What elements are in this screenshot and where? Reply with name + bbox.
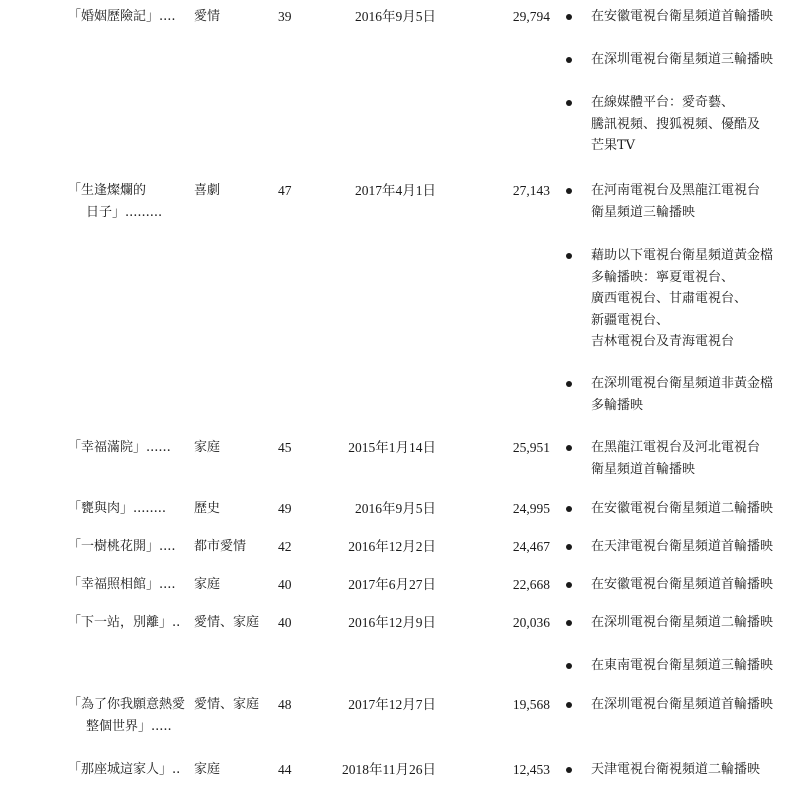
bullet-icon [566, 57, 572, 63]
broadcast-note: 在安徽電視台衛星頻道首輪播映 [591, 577, 774, 592]
broadcast-note: 騰訊視頻、搜狐視頻、優酷及 [591, 116, 761, 132]
broadcast-note: 在東南電視台衛星頻道三輪播映 [591, 658, 774, 673]
broadcast-note: 新疆電視台、 [591, 312, 670, 328]
drama-title: 日子」......... [86, 204, 163, 220]
broadcast-note: 在深圳電視台衛星頻道首輪播映 [591, 697, 774, 712]
broadcast-note: 在天津電視台衛星頻道首輪播映 [591, 539, 774, 554]
bullet-icon [566, 188, 572, 194]
genre-cell: 家庭 [194, 762, 221, 777]
premiere-date-cell: 2016年9月5日 [355, 9, 436, 24]
bullet-icon [566, 100, 572, 106]
episodes-cell: 39 [278, 9, 292, 24]
genre-cell: 愛情、家庭 [194, 697, 260, 712]
premiere-date-cell: 2017年12月7日 [348, 697, 436, 712]
bullet-icon [566, 767, 572, 773]
broadcast-note: 藉助以下電視台衛星頻道黃金檔 [591, 248, 774, 263]
broadcast-note: 在河南電視台及黑龍江電視台 [591, 183, 761, 198]
rating-cell: 19,568 [512, 697, 550, 712]
bullet-icon [566, 702, 572, 708]
episodes-cell: 47 [278, 183, 292, 198]
rating-cell: 20,036 [512, 615, 550, 630]
drama-title: 「下一站，別離」.. [68, 615, 181, 630]
premiere-date-cell: 2016年12月2日 [348, 539, 436, 554]
bullet-icon [566, 663, 572, 669]
drama-title: 「一樹桃花開」.... [68, 539, 176, 554]
drama-title: 整個世界」..... [86, 718, 172, 734]
episodes-cell: 48 [278, 697, 292, 712]
bullet-icon [566, 506, 572, 512]
episodes-cell: 45 [278, 440, 292, 455]
premiere-date-cell: 2017年4月1日 [355, 183, 436, 198]
genre-cell: 愛情 [194, 9, 221, 24]
bullet-icon [566, 14, 572, 20]
rating-cell: 24,995 [512, 501, 550, 516]
drama-title: 「那座城這家人」.. [68, 762, 181, 777]
broadcast-note: 多輪播映 [591, 397, 644, 413]
genre-cell: 喜劇 [194, 183, 221, 198]
bullet-icon [566, 253, 572, 259]
broadcast-note: 廣西電視台、甘肅電視台、 [591, 291, 748, 306]
genre-cell: 愛情、家庭 [194, 615, 260, 630]
rating-cell: 25,951 [512, 440, 550, 455]
drama-title: 「幸福照相館」.... [68, 577, 176, 592]
rating-cell: 24,467 [512, 539, 550, 554]
rating-cell: 27,143 [512, 183, 550, 198]
rating-cell: 22,668 [512, 577, 550, 592]
drama-title: 「甕與肉」........ [68, 501, 167, 516]
broadcast-note: 在深圳電視台衛星頻道三輪播映 [591, 52, 774, 67]
drama-title: 「幸福滿院」...... [68, 440, 171, 455]
premiere-date-cell: 2016年9月5日 [355, 501, 436, 516]
broadcast-note: 在安徽電視台衛星頻道首輪播映 [591, 9, 774, 24]
broadcast-note: 天津電視台衛視頻道二輪播映 [591, 762, 761, 777]
broadcast-note: 在黑龍江電視台及河北電視台 [591, 440, 761, 455]
broadcast-note: 吉林電視台及青海電視台 [591, 334, 735, 349]
premiere-date-cell: 2017年6月27日 [348, 577, 436, 592]
episodes-cell: 40 [278, 577, 292, 592]
broadcast-note: 在深圳電視台衛星頻道非黃金檔 [591, 376, 774, 391]
premiere-date-cell: 2018年11月26日 [342, 762, 436, 777]
drama-title: 「生逢燦爛的 [68, 183, 147, 198]
episodes-cell: 40 [278, 615, 292, 630]
broadcast-note: 衛星頻道首輪播映 [591, 461, 696, 477]
episodes-cell: 44 [278, 762, 292, 777]
broadcast-note: 芒果TV [591, 138, 636, 153]
bullet-icon [566, 381, 572, 387]
genre-cell: 歷史 [194, 501, 221, 516]
genre-cell: 家庭 [194, 577, 221, 592]
premiere-date-cell: 2016年12月9日 [348, 615, 436, 630]
genre-cell: 家庭 [194, 440, 221, 455]
bullet-icon [566, 445, 572, 451]
drama-title: 「為了你我願意熱愛 [68, 697, 186, 712]
episodes-cell: 42 [278, 539, 292, 554]
broadcast-note: 在深圳電視台衛星頻道二輪播映 [591, 615, 774, 630]
broadcast-note: 衛星頻道三輪播映 [591, 204, 696, 220]
broadcast-note: 在線媒體平台：愛奇藝、 [591, 95, 735, 110]
broadcast-note: 多輪播映：寧夏電視台、 [591, 269, 735, 285]
drama-title: 「婚姻歷險記」.... [68, 9, 176, 24]
premiere-date-cell: 2015年1月14日 [348, 440, 436, 455]
rating-cell: 12,453 [512, 762, 550, 777]
genre-cell: 都市愛情 [194, 539, 247, 554]
episodes-cell: 49 [278, 501, 292, 516]
rating-cell: 29,794 [512, 9, 550, 24]
bullet-icon [566, 544, 572, 550]
bullet-icon [566, 620, 572, 626]
bullet-icon [566, 582, 572, 588]
broadcast-note: 在安徽電視台衛星頻道二輪播映 [591, 501, 774, 516]
